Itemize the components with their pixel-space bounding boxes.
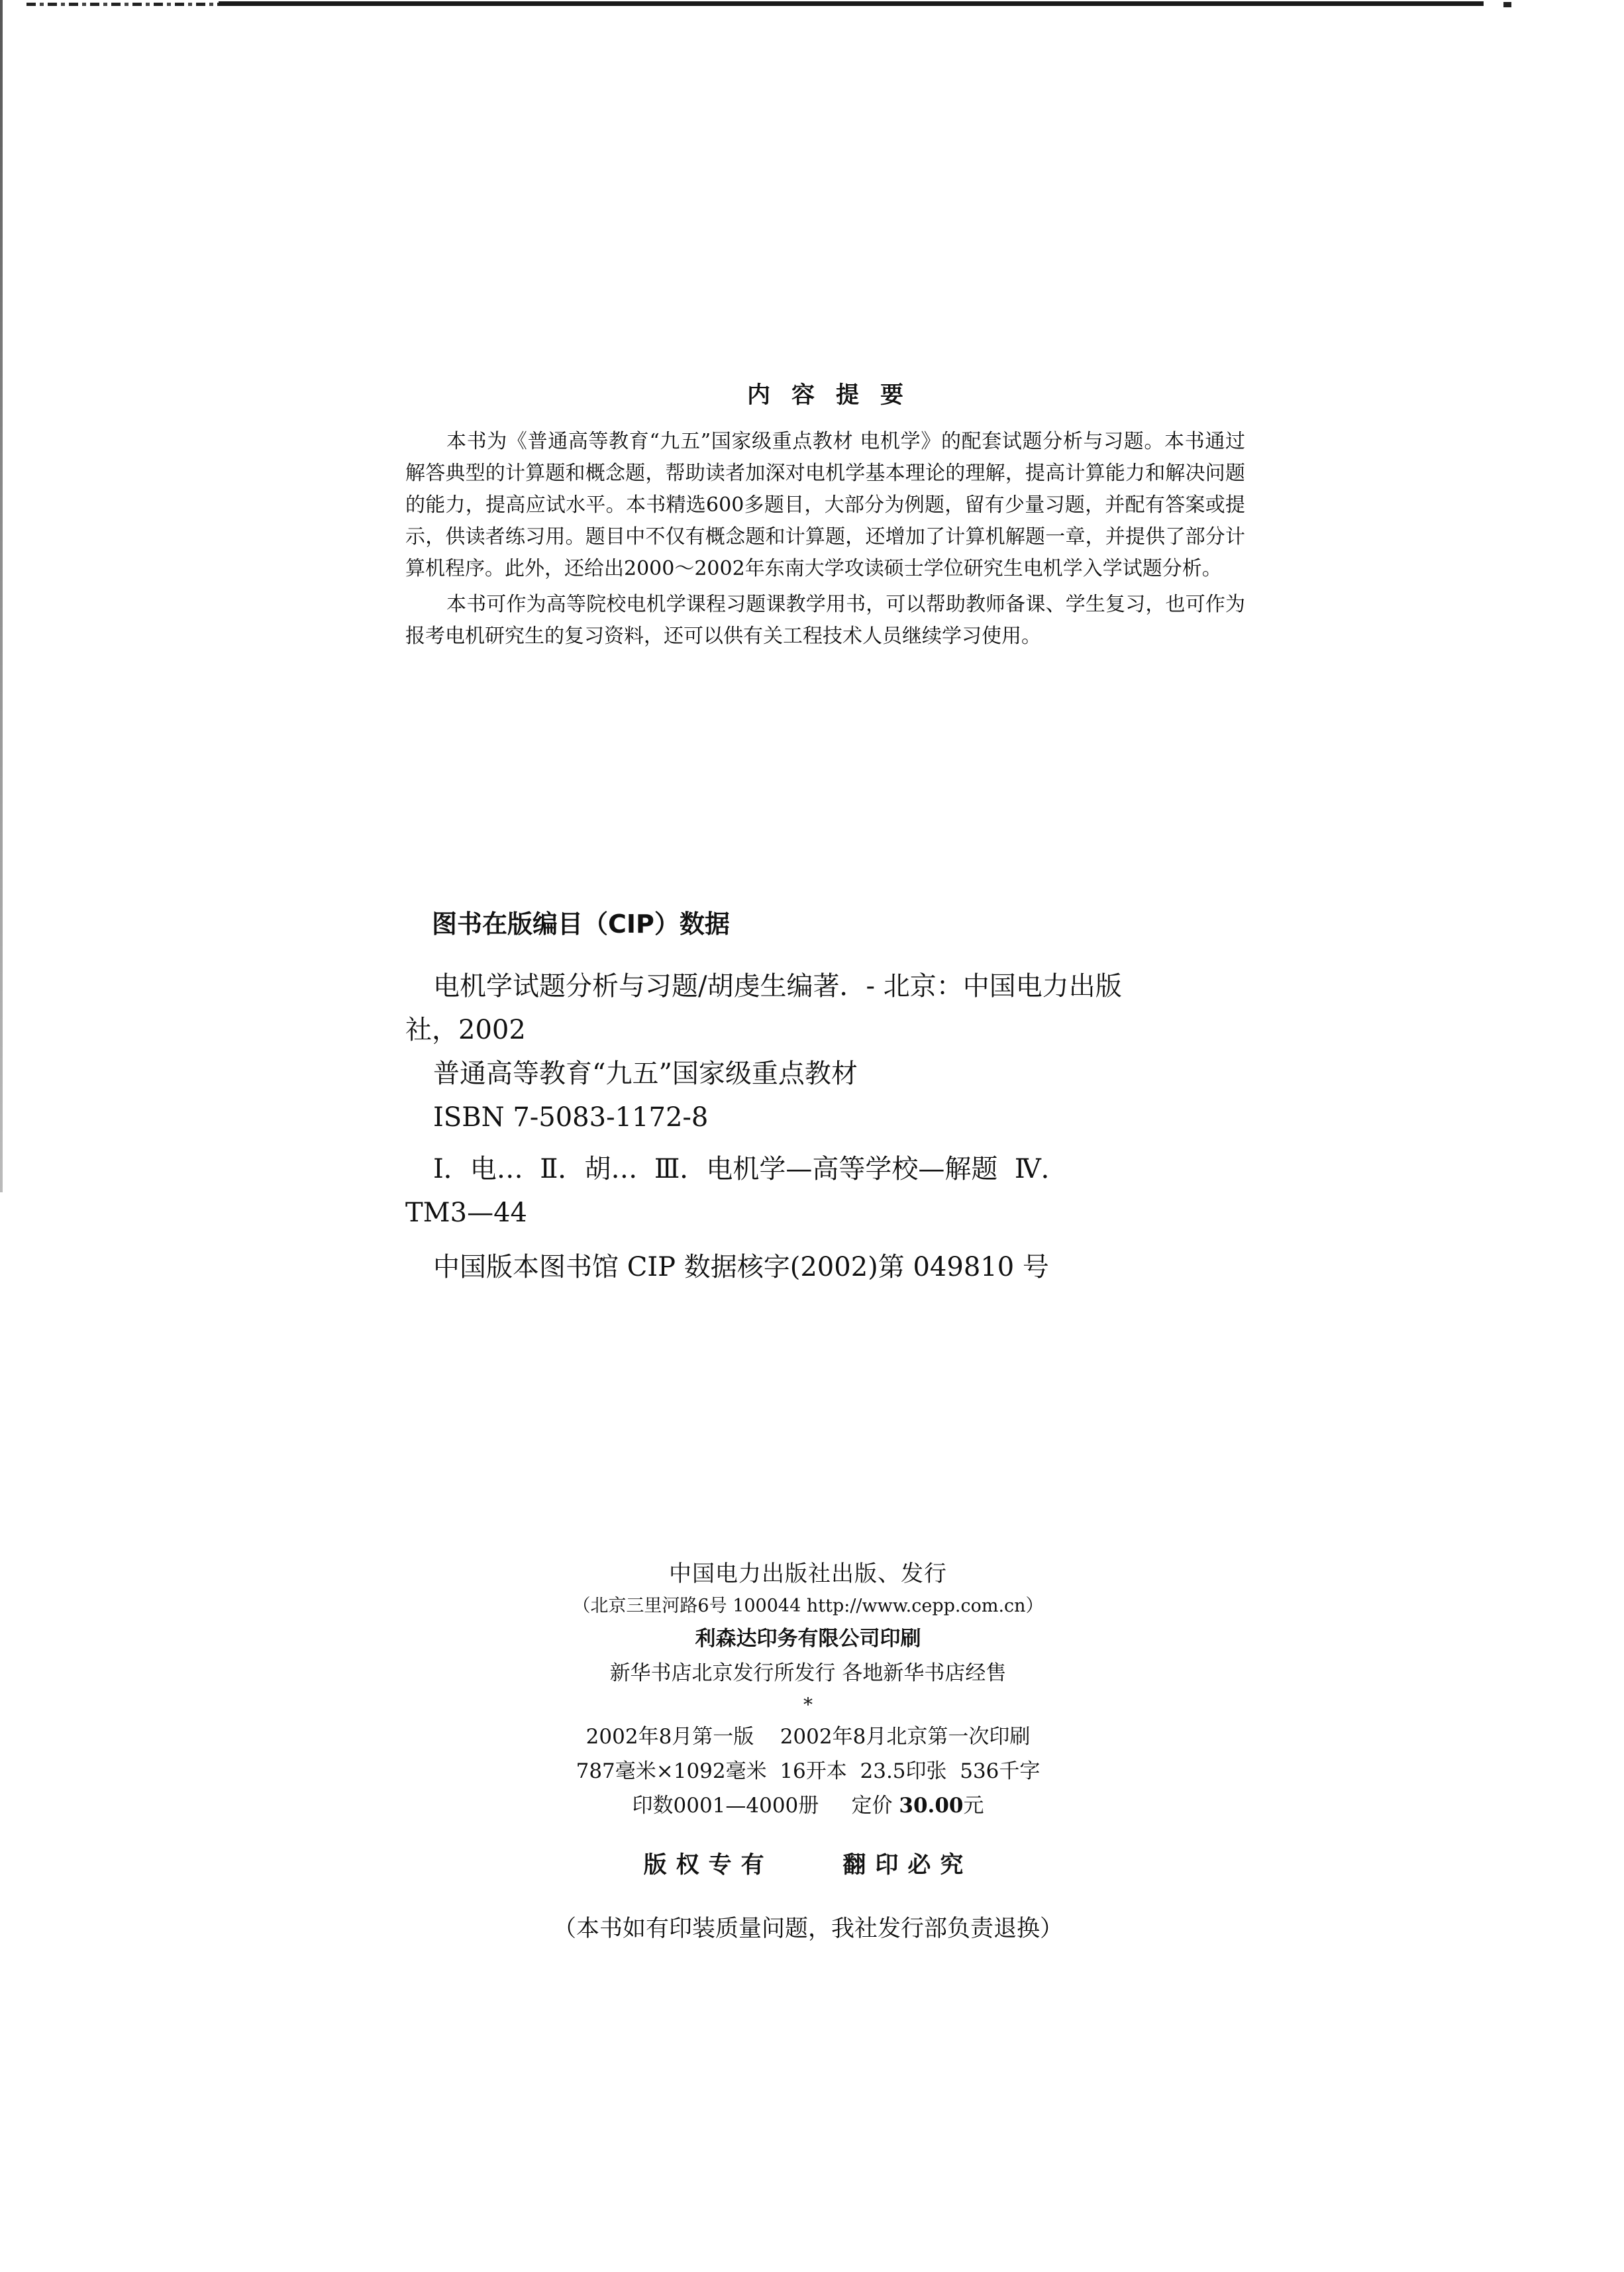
abstract-paragraph-1: 本书为《普通高等教育“九五”国家级重点教材 电机学》的配套试题分析与习题。本书通过解答典型的计算题和概念题，帮助读者加深对电机学基本理论的理解，提高计算能力和解决问题的能力，提高应试水平。本书精选600多题目，大部分为例题，留有少量习题，并配有答案或提示，供读者练习用。题目中不仅有概念题和计算题，还增加了计算机解题一章，并提供了部分计算机程序。此外，还给出2000～2002年东南大学攻读硕士学位研究生电机学入学试题分析。 <box>405 430 1245 580</box>
scan-mark <box>1503 2 1511 7</box>
cip-title-continuation: 社，2002 <box>405 1015 526 1045</box>
cip-verification: 中国版本图书馆 CIP 数据核字(2002)第 049810 号 <box>433 1252 1049 1282</box>
abstract-title: 内容提要 <box>746 382 925 409</box>
cip-section <box>405 907 1266 1289</box>
imprint-printer: 利森达印务有限公司印刷 <box>695 1627 921 1651</box>
imprint-notice: （本书如有印装质量问题，我社发行部负责退换） <box>552 1916 1063 1942</box>
cip-series: 普通高等教育“九五”国家级重点教材 <box>433 1059 858 1089</box>
imprint-distribution: 新华书店北京发行所发行 各地新华书店经售 <box>609 1661 1007 1685</box>
cip-title-line: 电机学试题分析与习题/胡虔生编著．- 北京：中国电力出版 <box>433 971 1122 1002</box>
imprint-print-run <box>431 1788 1186 1823</box>
imprint-address: （北京三里河路6号 100044 http://www.cepp.com.cn） <box>572 1596 1044 1616</box>
imprint-publisher: 中国电力出版社出版、发行 <box>669 1561 947 1587</box>
cip-classification: Ⅰ．电… Ⅱ．胡… Ⅲ．电机学—高等学校—解题 Ⅳ． <box>433 1154 1068 1184</box>
scan-edge-top <box>0 0 1624 8</box>
cip-heading: 图书在版编目（CIP）数据 <box>432 909 730 939</box>
imprint-format: 787毫米×1092毫米 16开本 23.5印张 536千字 <box>576 1759 1040 1783</box>
scan-streak <box>219 1 1484 6</box>
print-run-label: 印数0001—4000册 定价 <box>632 1794 893 1818</box>
imprint-separator: * <box>803 1694 813 1716</box>
price-unit: 元 <box>963 1794 984 1818</box>
imprint-rights: 版权专有 翻印必究 <box>643 1852 973 1879</box>
cip-isbn: ISBN 7-5083-1172-8 <box>433 1102 709 1133</box>
imprint-edition: 2002年8月第一版 2002年8月北京第一次印刷 <box>585 1725 1031 1749</box>
scan-noise <box>26 3 219 6</box>
cip-classification-code: TM3—44 <box>405 1198 527 1228</box>
scan-edge-left <box>0 0 3 1192</box>
imprint-section <box>431 1557 1186 1947</box>
abstract-section <box>405 381 1245 652</box>
price-value: 30.00 <box>899 1794 964 1818</box>
cip-body <box>405 964 1266 1289</box>
abstract-paragraph-2: 本书可作为高等院校电机学课程习题课教学用书，可以帮助教师备课、学生复习，也可作为报考电机研究生的复习资料，还可以供有关工程技术人员继续学习使用。 <box>405 593 1245 648</box>
